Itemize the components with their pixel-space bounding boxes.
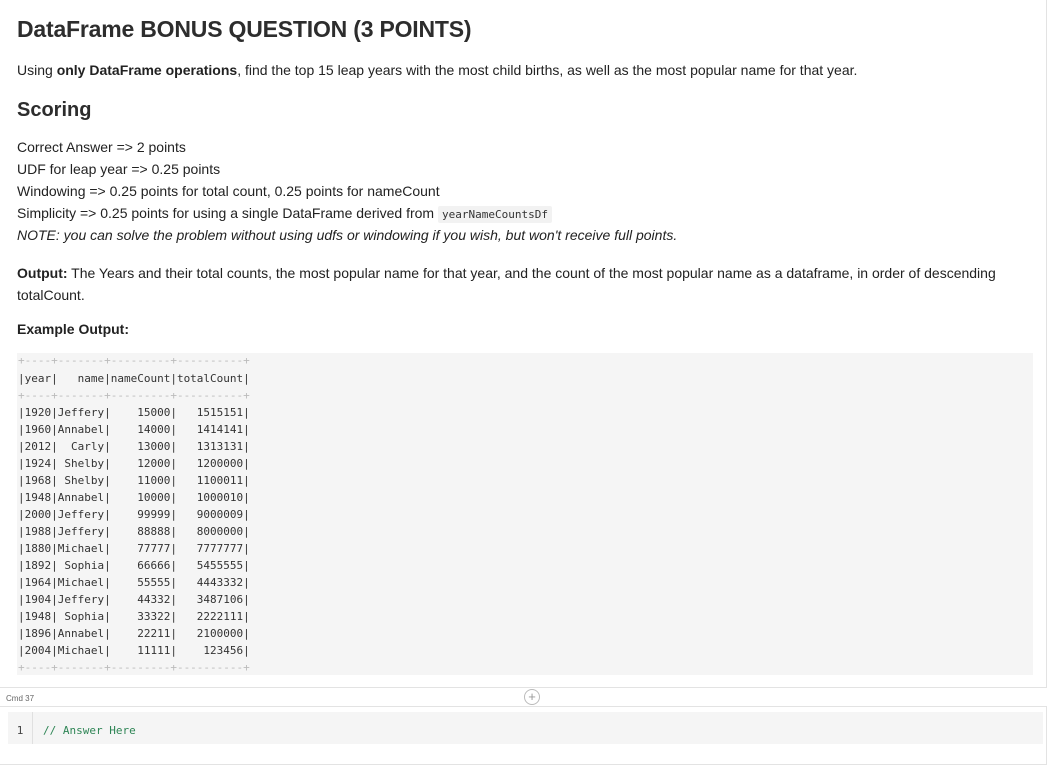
intro-text bbox=[17, 62, 857, 78]
add-cell-button[interactable]: + bbox=[524, 689, 540, 705]
table-border-mid: +----+-------+---------+----------+ bbox=[18, 389, 250, 402]
page-title: DataFrame BONUS QUESTION (3 POINTS) bbox=[17, 16, 472, 42]
table-row: |1880|Michael| 77777| 7777777| bbox=[18, 542, 250, 555]
table-border-top: +----+-------+---------+----------+ bbox=[18, 354, 250, 367]
table-header: |year| name|nameCount|totalCount| bbox=[18, 372, 250, 385]
table-row: |1948| Sophia| 33322| 2222111| bbox=[18, 610, 250, 623]
table-row: |1968| Shelby| 11000| 1100011| bbox=[18, 474, 250, 487]
inline-code: yearNameCountsDf bbox=[438, 206, 552, 223]
table-row: |1988|Jeffery| 88888| 8000000| bbox=[18, 525, 250, 538]
table-row: |1896|Annabel| 22211| 2100000| bbox=[18, 627, 250, 640]
table-row: |1892| Sophia| 66666| 5455555| bbox=[18, 559, 250, 572]
output-text: The Years and their total counts, the most popular name for that year, and the count of the most popular name as a dataframe, in order of descending totalCount. bbox=[17, 265, 996, 303]
output-label: Output: bbox=[17, 265, 68, 281]
table-row: |2000|Jeffery| 99999| 9000009| bbox=[18, 508, 250, 521]
table-row: |1960|Annabel| 14000| 1414141| bbox=[18, 423, 250, 436]
table-row: |1948|Annabel| 10000| 1000010| bbox=[18, 491, 250, 504]
example-output-block bbox=[17, 353, 1033, 675]
table-row: |2004|Michael| 11111| 123456| bbox=[18, 644, 250, 657]
cmd-label: Cmd 37 bbox=[6, 694, 35, 703]
scoring-line-simplicity bbox=[17, 205, 552, 221]
table-border-bottom: +----+-------+---------+----------+ bbox=[18, 661, 250, 674]
output-description bbox=[17, 262, 1027, 306]
line-number: 1 bbox=[8, 712, 33, 744]
simplicity-text: Simplicity => 0.25 points for using a single DataFrame derived from bbox=[17, 205, 438, 221]
table-row: |2012| Carly| 13000| 1313131| bbox=[18, 440, 250, 453]
code-editor[interactable] bbox=[8, 712, 1043, 744]
scoring-note: NOTE: you can solve the problem without using udfs or windowing if you wish, but won't receive full points. bbox=[17, 227, 678, 243]
intro-suffix: , find the top 15 leap years with the most child births, as well as the most popular name for that year. bbox=[237, 62, 858, 78]
intro-prefix: Using bbox=[17, 62, 57, 78]
table-row: |1920|Jeffery| 15000| 1515151| bbox=[18, 406, 250, 419]
table-row: |1964|Michael| 55555| 4443332| bbox=[18, 576, 250, 589]
table-row: |1904|Jeffery| 44332| 3487106| bbox=[18, 593, 250, 606]
example-output-label: Example Output: bbox=[17, 321, 130, 337]
scoring-heading: Scoring bbox=[17, 99, 92, 121]
intro-bold: only DataFrame operations bbox=[56, 62, 238, 78]
scoring-line-correct: Correct Answer => 2 points bbox=[17, 139, 186, 155]
code-comment[interactable]: // Answer Here bbox=[43, 724, 136, 737]
code-cell[interactable] bbox=[0, 706, 1047, 765]
table-row: |1924| Shelby| 12000| 1200000| bbox=[18, 457, 250, 470]
scoring-line-udf: UDF for leap year => 0.25 points bbox=[17, 161, 221, 177]
scoring-line-windowing: Windowing => 0.25 points for total count, 0.25 points for nameCount bbox=[17, 183, 440, 199]
